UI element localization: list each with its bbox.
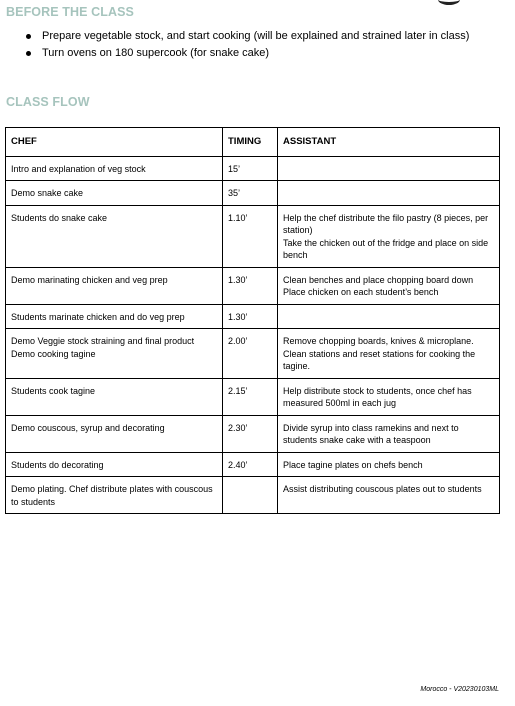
chef-cell: Intro and explanation of veg stock bbox=[6, 156, 223, 181]
timing-cell: 1.10’ bbox=[223, 205, 278, 267]
assistant-cell: Help distribute stock to students, once chef has measured 500ml in each jug bbox=[278, 378, 500, 415]
table-row bbox=[6, 329, 500, 379]
before-class-heading: BEFORE THE CLASS bbox=[6, 5, 134, 19]
table-row bbox=[6, 156, 500, 181]
timing-cell: 2.15’ bbox=[223, 378, 278, 415]
assistant-cell: Clean benches and place chopping board down Place chicken on each student’s bench bbox=[278, 267, 500, 304]
table-row bbox=[6, 304, 500, 329]
timing-cell: 2.40’ bbox=[223, 452, 278, 477]
timing-cell: 1.30’ bbox=[223, 267, 278, 304]
table-row bbox=[6, 267, 500, 304]
before-class-item: Turn ovens on 180 supercook (for snake cake) bbox=[22, 45, 469, 62]
timing-cell: 15’ bbox=[223, 156, 278, 181]
table-row bbox=[6, 378, 500, 415]
table-row bbox=[6, 205, 500, 267]
table-row bbox=[6, 181, 500, 206]
column-header-assistant: ASSISTANT bbox=[278, 128, 500, 157]
timing-cell: 1.30’ bbox=[223, 304, 278, 329]
assistant-cell: Place tagine plates on chefs bench bbox=[278, 452, 500, 477]
chef-cell: Students do decorating bbox=[6, 452, 223, 477]
assistant-cell: Remove chopping boards, knives & microplane. Clean stations and reset stations for cooking the tagine. bbox=[278, 329, 500, 379]
class-flow-table bbox=[5, 127, 500, 514]
table-row bbox=[6, 477, 500, 514]
before-class-list bbox=[22, 28, 469, 62]
timing-cell bbox=[223, 477, 278, 514]
table-row bbox=[6, 415, 500, 452]
page-corner-mark bbox=[438, 0, 460, 5]
chef-cell: Demo snake cake bbox=[6, 181, 223, 206]
chef-cell: Demo Veggie stock straining and final product Demo cooking tagine bbox=[6, 329, 223, 379]
assistant-cell: Divide syrup into class ramekins and next to students snake cake with a teaspoon bbox=[278, 415, 500, 452]
column-header-timing: TIMING bbox=[223, 128, 278, 157]
table-header-row bbox=[6, 128, 500, 157]
document-footer: Morocco - V20230103ML bbox=[420, 686, 499, 693]
assistant-cell: Help the chef distribute the filo pastry (8 pieces, per station) Take the chicken out of the fridge and place on side bench bbox=[278, 205, 500, 267]
assistant-cell: Assist distributing couscous plates out to students bbox=[278, 477, 500, 514]
table-row bbox=[6, 452, 500, 477]
chef-cell: Demo couscous, syrup and decorating bbox=[6, 415, 223, 452]
chef-cell: Students marinate chicken and do veg prep bbox=[6, 304, 223, 329]
assistant-cell bbox=[278, 304, 500, 329]
chef-cell: Demo marinating chicken and veg prep bbox=[6, 267, 223, 304]
class-flow-heading: CLASS FLOW bbox=[6, 95, 90, 109]
column-header-chef: CHEF bbox=[6, 128, 223, 157]
timing-cell: 2.30’ bbox=[223, 415, 278, 452]
timing-cell: 35’ bbox=[223, 181, 278, 206]
assistant-cell bbox=[278, 181, 500, 206]
before-class-item: Prepare vegetable stock, and start cooking (will be explained and strained later in class) bbox=[22, 28, 469, 45]
chef-cell: Students do snake cake bbox=[6, 205, 223, 267]
chef-cell: Demo plating. Chef distribute plates with couscous to students bbox=[6, 477, 223, 514]
timing-cell: 2.00’ bbox=[223, 329, 278, 379]
assistant-cell bbox=[278, 156, 500, 181]
chef-cell: Students cook tagine bbox=[6, 378, 223, 415]
